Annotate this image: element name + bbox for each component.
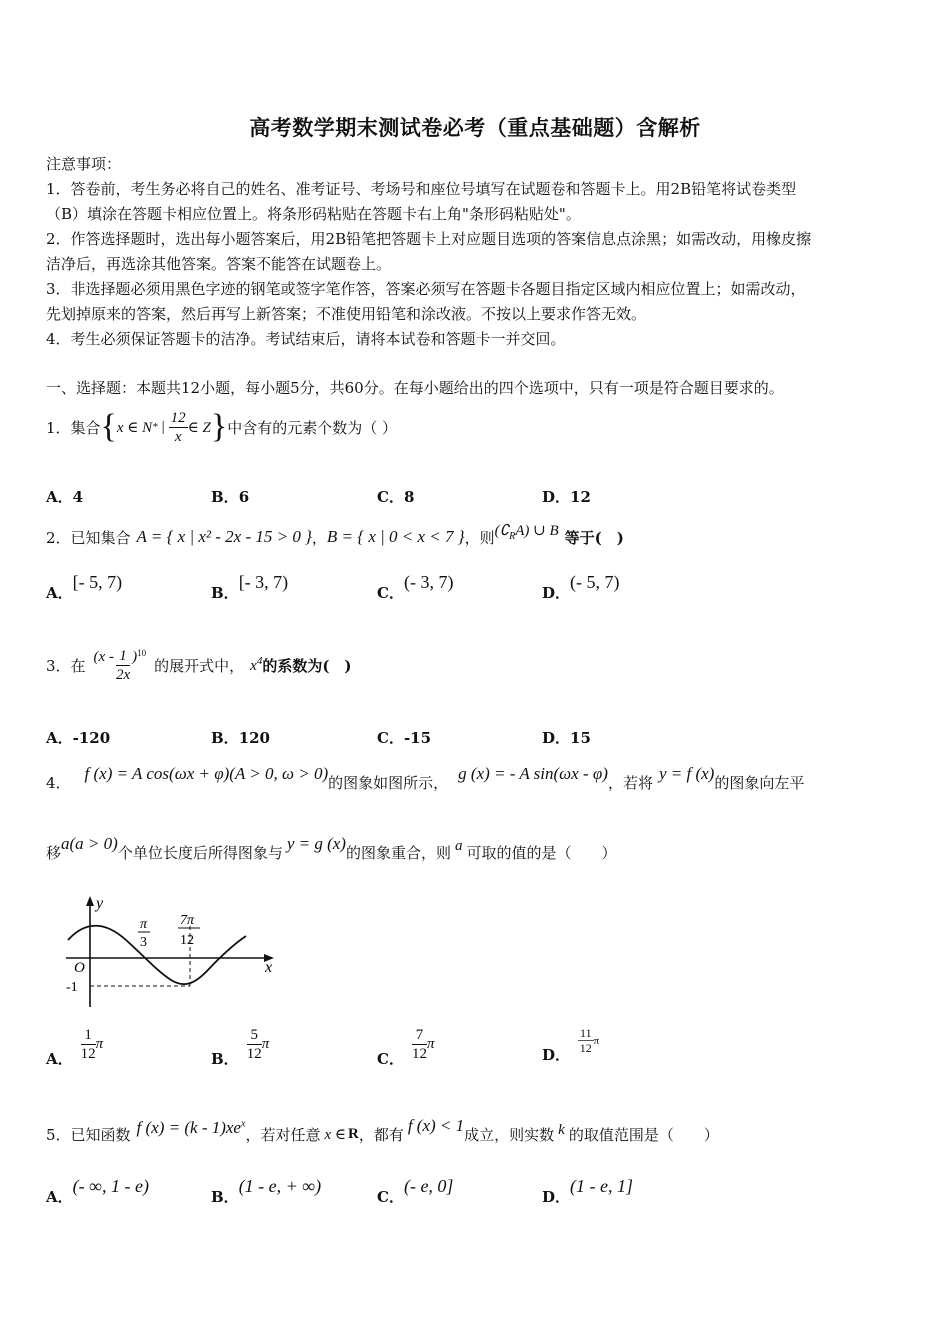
q5-option-c[interactable]: C．(- e, 0] [377, 1176, 454, 1206]
q2-set-b: B = { x | 0 < x < 7 } [326, 527, 465, 546]
q2-prefix: 2．已知集合 [46, 528, 131, 547]
q4-f-def: f (x) = A cos(ωx + φ)(A > 0, ω > 0) [84, 764, 329, 783]
cosine-curve [68, 926, 246, 984]
q1-option-b[interactable]: B．6 [211, 488, 250, 506]
y-label: y [96, 895, 104, 912]
q4-y-g: y = g (x) [286, 834, 346, 853]
q2-expr: $(∁_RA)$ ∪ B [494, 522, 559, 542]
q5-f-def: f $(x) = (k - 1)xe^x$ [136, 1118, 246, 1137]
notes-line: 4．考生必须保证答题卡的洁净。考试结束后，请将本试卷和答题卡一并交回。 [46, 330, 566, 348]
q1-option-c[interactable]: C．8 [377, 488, 415, 506]
q5-k: k [558, 1121, 565, 1138]
q4-option-d[interactable]: D． $\frac{11}{12}$ π [542, 1026, 600, 1064]
q3-option-d[interactable]: D．15 [542, 729, 591, 747]
q3-expr-left: (x - [93, 648, 114, 665]
q1-frac-num: 12 [170, 409, 186, 426]
x-label: x [265, 959, 273, 976]
neg-one-label: -1 [66, 980, 78, 995]
page-title: 高考数学期末测试卷必考（重点基础题）含解析 [249, 115, 701, 140]
q3-option-a[interactable]: A．-120 [46, 729, 111, 747]
notes-heading: 注意事项： [46, 155, 122, 173]
q2-comma: ， [311, 528, 327, 547]
q4-text-5: 的图象重合，则 [345, 843, 451, 862]
q5-text-1: ，若对任意 [245, 1125, 321, 1144]
q1-option-d[interactable]: D．12 [542, 488, 591, 506]
question-3 [46, 640, 352, 690]
question-4 [46, 762, 804, 802]
q4-option-c[interactable]: C． $\frac{7}{12}$ π [377, 1027, 435, 1068]
question-1 [46, 402, 397, 452]
q4-prefix: 4． [46, 773, 71, 792]
q4-text-2: ，若将 [607, 773, 653, 792]
q2-then: ，则 [464, 528, 495, 547]
q1-set-lhs: x ∈ N [116, 419, 153, 436]
left-brace: { [100, 408, 117, 445]
question-5 [46, 1114, 719, 1154]
q4-text-4: 个单位长度后所得图象与 [117, 843, 283, 862]
notes [46, 152, 906, 352]
q4-text-3: 的图象向左平 [714, 773, 805, 792]
tick1-den: 3 [140, 935, 147, 950]
q3-suffix: 的系数为( ) [262, 656, 352, 675]
section-heading: 一、选择题：本题共12小题，每小题5分，共60分。在每小题给出的四个选项中，只有一项是符合题目要求的。 [46, 379, 784, 397]
q3-fraction: $\frac{1}{2x}$ [115, 647, 131, 683]
q2-option-c[interactable]: C．(- 3, 7) [377, 572, 454, 602]
q4-a: a [454, 837, 463, 854]
q5-text-3: 成立，则实数 [464, 1125, 555, 1144]
q4-line2-prefix: 移 [46, 843, 62, 862]
q5-x-in: x ∈ [324, 1126, 346, 1143]
separator: | [161, 418, 165, 435]
q5-option-d[interactable]: D．(1 - e, 1] [542, 1176, 633, 1206]
q4-a-def: a(a > 0) [61, 834, 118, 853]
q1-set-sup: * [152, 421, 158, 433]
q3-expr-right: ) [132, 648, 138, 665]
notes-line: （B）填涂在答题卡相应位置上。将条形码粘贴在答题卡右上角"条形码粘贴处"。 [46, 205, 581, 223]
q2-option-a[interactable]: A．[- 5, 7) [46, 572, 123, 602]
q5-text-2: ，都有 [358, 1125, 404, 1144]
q3-term: $x^4$ [250, 655, 263, 674]
q5-reals: R [347, 1125, 359, 1142]
q1-set-rhs: ∈ Z [187, 419, 211, 436]
q5-option-a[interactable]: A．(- ∞, 1 - e) [46, 1176, 149, 1206]
q4-y-f: y = f (x) [658, 764, 715, 783]
q2-set-a: A = { x | x² - 2x - 15 > 0 } [136, 527, 312, 546]
q3-prefix: 3．在 [46, 656, 86, 675]
tick2-num: 7π [180, 913, 195, 928]
q4-g-def: g (x) = - A sin(ωx - φ) [458, 764, 608, 783]
q3-option-b[interactable]: B．120 [211, 729, 270, 747]
q1-prefix: 1．集合 [46, 418, 101, 437]
q4-option-a[interactable]: A． $\frac{1}{12}$ π [46, 1027, 104, 1068]
q5-inequality: f (x) < 1 [407, 1116, 465, 1135]
q1-option-a[interactable]: A．4 [46, 488, 84, 506]
y-axis-arrow [86, 896, 94, 906]
q4-text-1: 的图象如图所示， [328, 773, 449, 792]
notes-line: 先划掉原来的答案，然后再写上新答案；不准使用铅笔和涂改液。不按以上要求作答无效。 [46, 305, 647, 323]
notes-line: 洁净后，再选涂其他答案。答案不能答在试题卷上。 [46, 255, 392, 273]
tick1-num: π [140, 917, 148, 932]
notes-line: 2．作答选择题时，选出每小题答案后，用2B铅笔把答题卡上对应题目选项的答案信息点涂黑；如需改动，用橡皮擦 [46, 230, 812, 248]
q5-prefix: 5．已知函数 [46, 1125, 131, 1144]
origin-label: O [74, 960, 85, 976]
q3-option-c[interactable]: C．-15 [377, 729, 432, 747]
q1-fraction [169, 409, 188, 446]
tick2-den: 12 [180, 933, 194, 948]
q4-text-6: 可取的值的是（ ） [466, 843, 617, 862]
notes-line: 1．答卷前，考生务必将自己的姓名、准考证号、考场号和座位号填写在试题卷和答题卡上。用2B铅笔将试卷类型 [46, 180, 797, 198]
notes-line: 3．非选择题必须用黑色字迹的钢笔或签字笔作答，答案必须写在答题卡各题目指定区域内相应位置上；如需改动， [46, 280, 806, 298]
q5-option-b[interactable]: B．(1 - e, + ∞) [211, 1176, 322, 1206]
q1-frac-den: x [174, 428, 182, 445]
q3-power: 10 [137, 648, 147, 658]
q2-option-b[interactable]: B．[- 3, 7) [211, 572, 289, 602]
question-2 [46, 522, 624, 552]
q2-suffix: 等于( ) [564, 528, 624, 547]
q4-graph [46, 892, 286, 1012]
right-brace: } [210, 408, 228, 445]
question-4-line-2 [46, 832, 617, 872]
q1-suffix: 中含有的元素个数为（ ） [227, 418, 397, 437]
q3-mid: 的展开式中， [154, 656, 245, 675]
q2-option-d[interactable]: D．(- 5, 7) [542, 572, 620, 602]
q4-option-b[interactable]: B． $\frac{5}{12}$ π [211, 1027, 270, 1068]
q5-text-4: 的取值范围是（ ） [568, 1125, 719, 1144]
